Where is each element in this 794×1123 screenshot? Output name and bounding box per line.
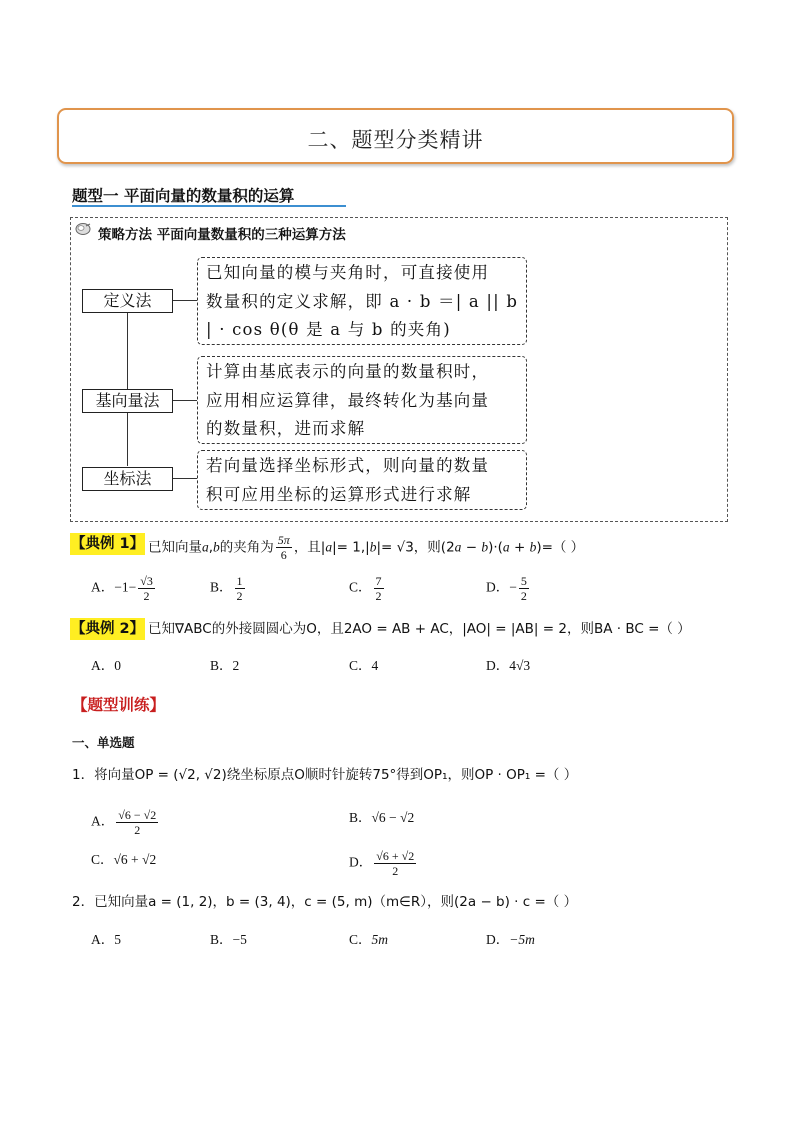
option-a: A． $\frac{√6 - √2}{2}$: [91, 808, 157, 837]
desc-line: 的数量积，进而求解: [206, 419, 366, 438]
desc-line: 应用相应运算律，最终转化为基向量: [206, 390, 490, 410]
stem-text: )·(: [488, 539, 503, 556]
connector-line: [127, 312, 128, 389]
method-desc-definition: [197, 257, 527, 345]
option-b: B．2: [210, 658, 240, 673]
method-desc-basis: [197, 356, 527, 444]
example-1-stem: 已知向量a,b的夹角为 $\frac{5\pi}{6}$ ，且|a|= 1,|b|= √3，则(2a − b)·(a + b)=（ ）: [148, 533, 585, 562]
option-b: B．−5: [210, 932, 247, 947]
training-title: 【题型训练】: [72, 696, 166, 714]
desc-line: 已知向量的模与夹角时，可直接使用: [206, 263, 490, 282]
section-label: 一、单选题: [72, 735, 135, 750]
option-c: C． $\frac{7}{2}$: [349, 574, 382, 603]
option-a: A．0: [91, 658, 121, 673]
section-title: 二、题型分类精讲: [307, 128, 484, 152]
connector-line: [173, 478, 197, 479]
option-b: B．√6 − √2: [349, 810, 415, 825]
desc-line: 数量积的定义求解，即 a · b ＝| a || b: [206, 291, 519, 311]
option-a: A．5: [91, 932, 121, 947]
desc-line: 计算由基底表示的向量的数量积时，: [206, 362, 490, 381]
stem-text: )=（ ）: [536, 539, 585, 556]
method-desc-coordinate: [197, 450, 527, 510]
example-2-stem: 已知∇ABC的外接圆圆心为O，且2AO = AB + AC，|AO| = |AB| = 2，则BA · BC =（ ）: [148, 621, 691, 637]
strategy-title: 策略方法 平面向量数量积的三种运算方法: [98, 227, 346, 243]
stem-text: ，且|: [293, 539, 326, 556]
method-label-basis: 基向量法: [82, 389, 173, 413]
option-d: D．4√3: [486, 658, 531, 673]
option-b: B． $\frac{1}{2}$: [210, 574, 243, 603]
desc-line: 若向量选择坐标形式，则向量的数量: [206, 456, 490, 475]
connector-line: [173, 400, 197, 401]
desc-line: | · cos θ(θ 是 a 与 b 的夹角): [206, 320, 451, 339]
method-label-coordinate: 坐标法: [82, 467, 173, 491]
connector-line: [173, 300, 197, 301]
option-c: C．5m: [349, 932, 389, 947]
option-a: A．−1− $\frac{√3}{2}$: [91, 574, 153, 603]
stem-text: 的夹角为: [219, 539, 274, 556]
example-badge: 【典例 2】: [70, 618, 145, 640]
fraction: $\frac{5\pi}{6}$: [277, 533, 290, 562]
stem-text: |= √3，则(2: [376, 539, 455, 556]
stem-text: 已知向量: [148, 539, 202, 556]
question-2-stem: 2．已知向量a = (1, 2)，b = (3, 4)，c = (5, m)（m∈R），则(2a − b) · c =（ ）: [72, 894, 578, 910]
connector-line: [127, 412, 128, 466]
question-1-stem: 1．将向量OP = (√2, √2)绕坐标原点O顺时针旋转75°得到OP₁，则OP · OP₁ =（ ）: [72, 767, 578, 783]
desc-line: 积可应用坐标的运算形式进行求解: [206, 484, 472, 504]
option-c: C．√6 + √2: [91, 852, 157, 867]
section-banner: [57, 108, 734, 164]
option-d: D．−5m: [486, 932, 535, 947]
lightbulb-icon: [75, 222, 92, 236]
heading-underline: [72, 205, 346, 207]
option-c: C．4: [349, 658, 379, 673]
option-d: D．− $\frac{5}{2}$: [486, 574, 527, 603]
method-label-definition: 定义法: [82, 289, 173, 313]
option-d: D． $\frac{√6 + √2}{2}$: [349, 849, 415, 878]
type-heading: 题型一 平面向量的数量积的运算: [72, 187, 295, 205]
stem-text: |= 1,|: [332, 539, 370, 556]
example-badge: 【典例 1】: [70, 533, 145, 555]
